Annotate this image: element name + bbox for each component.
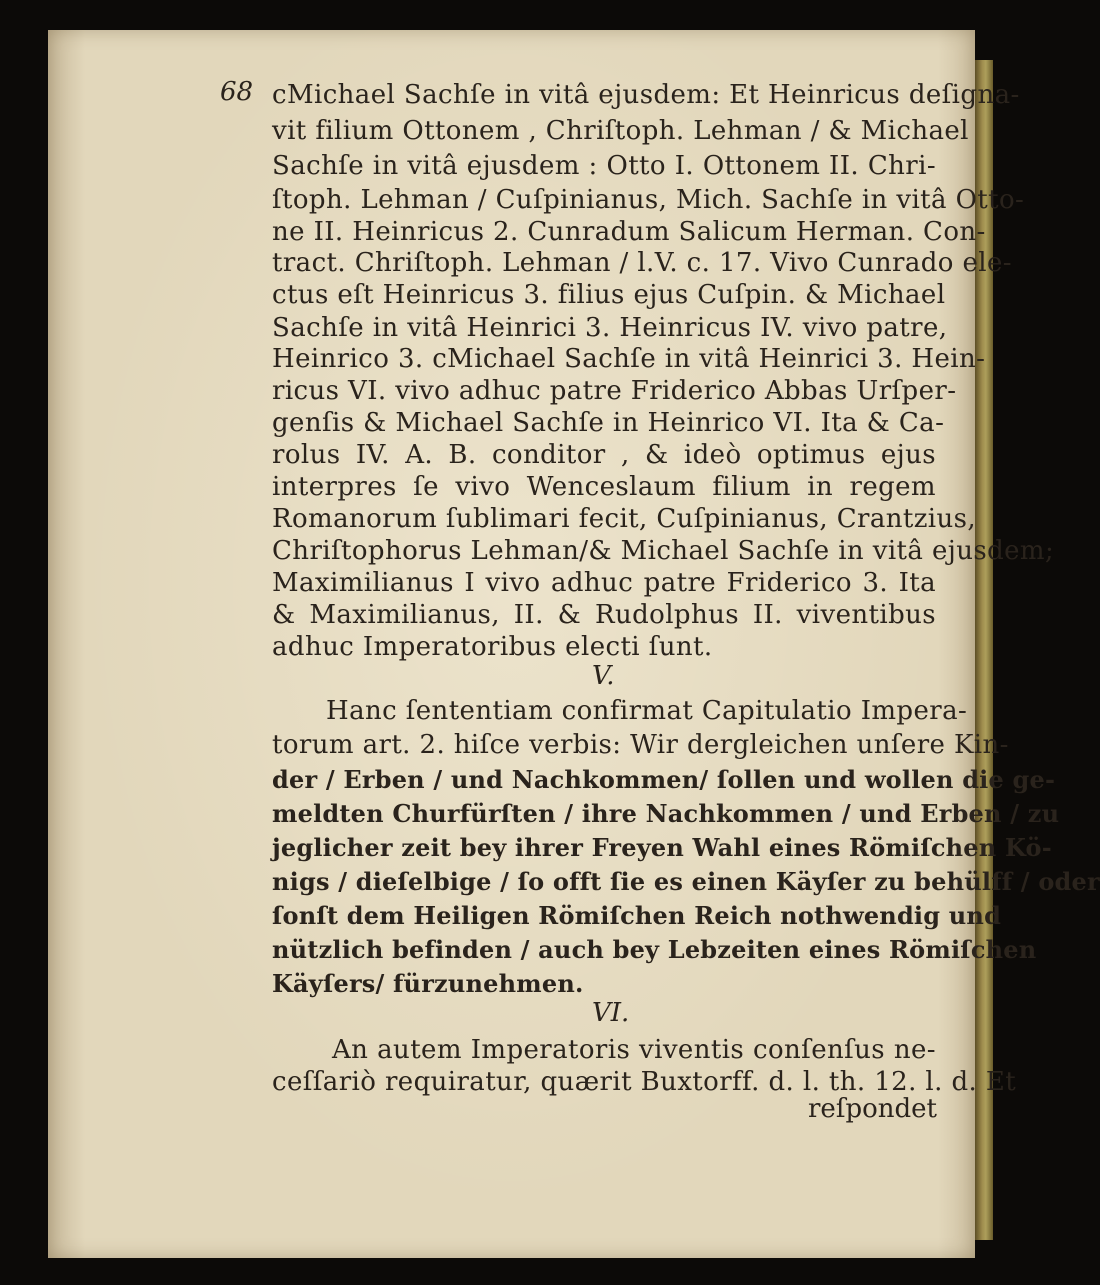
text-line: & Maximilianus, II. & Rudolphus II. viventibus	[272, 600, 936, 630]
text-line: torum art. 2. hiſce verbis: Wir dergleichen unſere Kin-	[272, 730, 1009, 760]
text-line: Hanc ſententiam confirmat Capitulatio Impera-	[326, 696, 968, 726]
text-line: tract. Chriſtoph. Lehman / l.V. c. 17. Vivo Cunrado ele-	[272, 248, 1012, 278]
text-line: ne II. Heinricus 2. Cunradum Salicum Herman. Con-	[272, 217, 986, 247]
text-line: ctus eſt Heinricus 3. filius ejus Cuſpin. & Michael	[272, 280, 946, 310]
text-line: adhuc Imperatoribus electi ſunt.	[272, 632, 713, 662]
text-line: Maximilianus I vivo adhuc patre Friderico 3. Ita	[272, 568, 936, 598]
fraktur-line: ſonſt dem Heiligen Römiſchen Reich nothwendig und	[272, 901, 1002, 930]
fraktur-line: jeglicher zeit bey ihrer Freyen Wahl eines Römiſchen Kö-	[272, 833, 1052, 862]
fraktur-line: nützlich befinden / auch bey Lebzeiten eines Römiſchen	[272, 935, 1037, 964]
text-line: An autem Imperatoris viventis conſenſus ne-	[332, 1035, 936, 1065]
catchword: reſpondet	[808, 1094, 937, 1124]
fraktur-line: der / Erben / und Nachkommen/ ſollen und wollen die ge-	[272, 765, 1056, 794]
text-line: Heinrico 3. cMichael Sachſe in vitâ Heinrici 3. Hein-	[272, 344, 986, 374]
text-line: ricus VI. vivo adhuc patre Friderico Abbas Urſper-	[272, 376, 957, 406]
text-line: cMichael Sachſe in vitâ ejusdem: Et Heinricus deſigna-	[272, 80, 1020, 110]
text-line: Chriſtophorus Lehman/& Michael Sachſe in vitâ ejusdem;	[272, 536, 1055, 566]
section-heading-vi: VI.	[592, 998, 630, 1028]
text-line: Sachſe in vitâ ejusdem : Otto I. Ottonem II. Chri-	[272, 151, 936, 181]
fraktur-line: Käyſers/ fürzunehmen.	[272, 969, 584, 998]
fraktur-line: meldten Churfürſten / ihre Nachkommen / und Erben / zu	[272, 799, 1060, 828]
page-number: 68	[220, 77, 254, 107]
fraktur-line: nigs / dieſelbige / ſo offt ſie es einen Käyſer zu behülff / oder	[272, 867, 1100, 896]
text-line: Sachſe in vitâ Heinrici 3. Heinricus IV. vivo patre,	[272, 313, 948, 343]
text-line: Romanorum ſublimari fecit, Cuſpinianus, Crantzius,	[272, 504, 977, 534]
section-heading-v: V.	[592, 661, 615, 691]
text-line: rolus IV. A. B. conditor , & ideò optimus ejus	[272, 440, 936, 470]
text-line: ſtoph. Lehman / Cuſpinianus, Mich. Sachſe in vitâ Otto-	[272, 185, 1025, 215]
text-line: interpres ſe vivo Wenceslaum filium in regem	[272, 472, 936, 502]
text-line: vit filium Ottonem , Chriſtoph. Lehman / & Michael	[272, 116, 969, 146]
text-line: genſis & Michael Sachſe in Heinrico VI. Ita & Ca-	[272, 408, 945, 438]
text-line: ceſſariò requiratur, quærit Buxtorff. d. l. th. 12. l. d. Et	[272, 1067, 1017, 1097]
